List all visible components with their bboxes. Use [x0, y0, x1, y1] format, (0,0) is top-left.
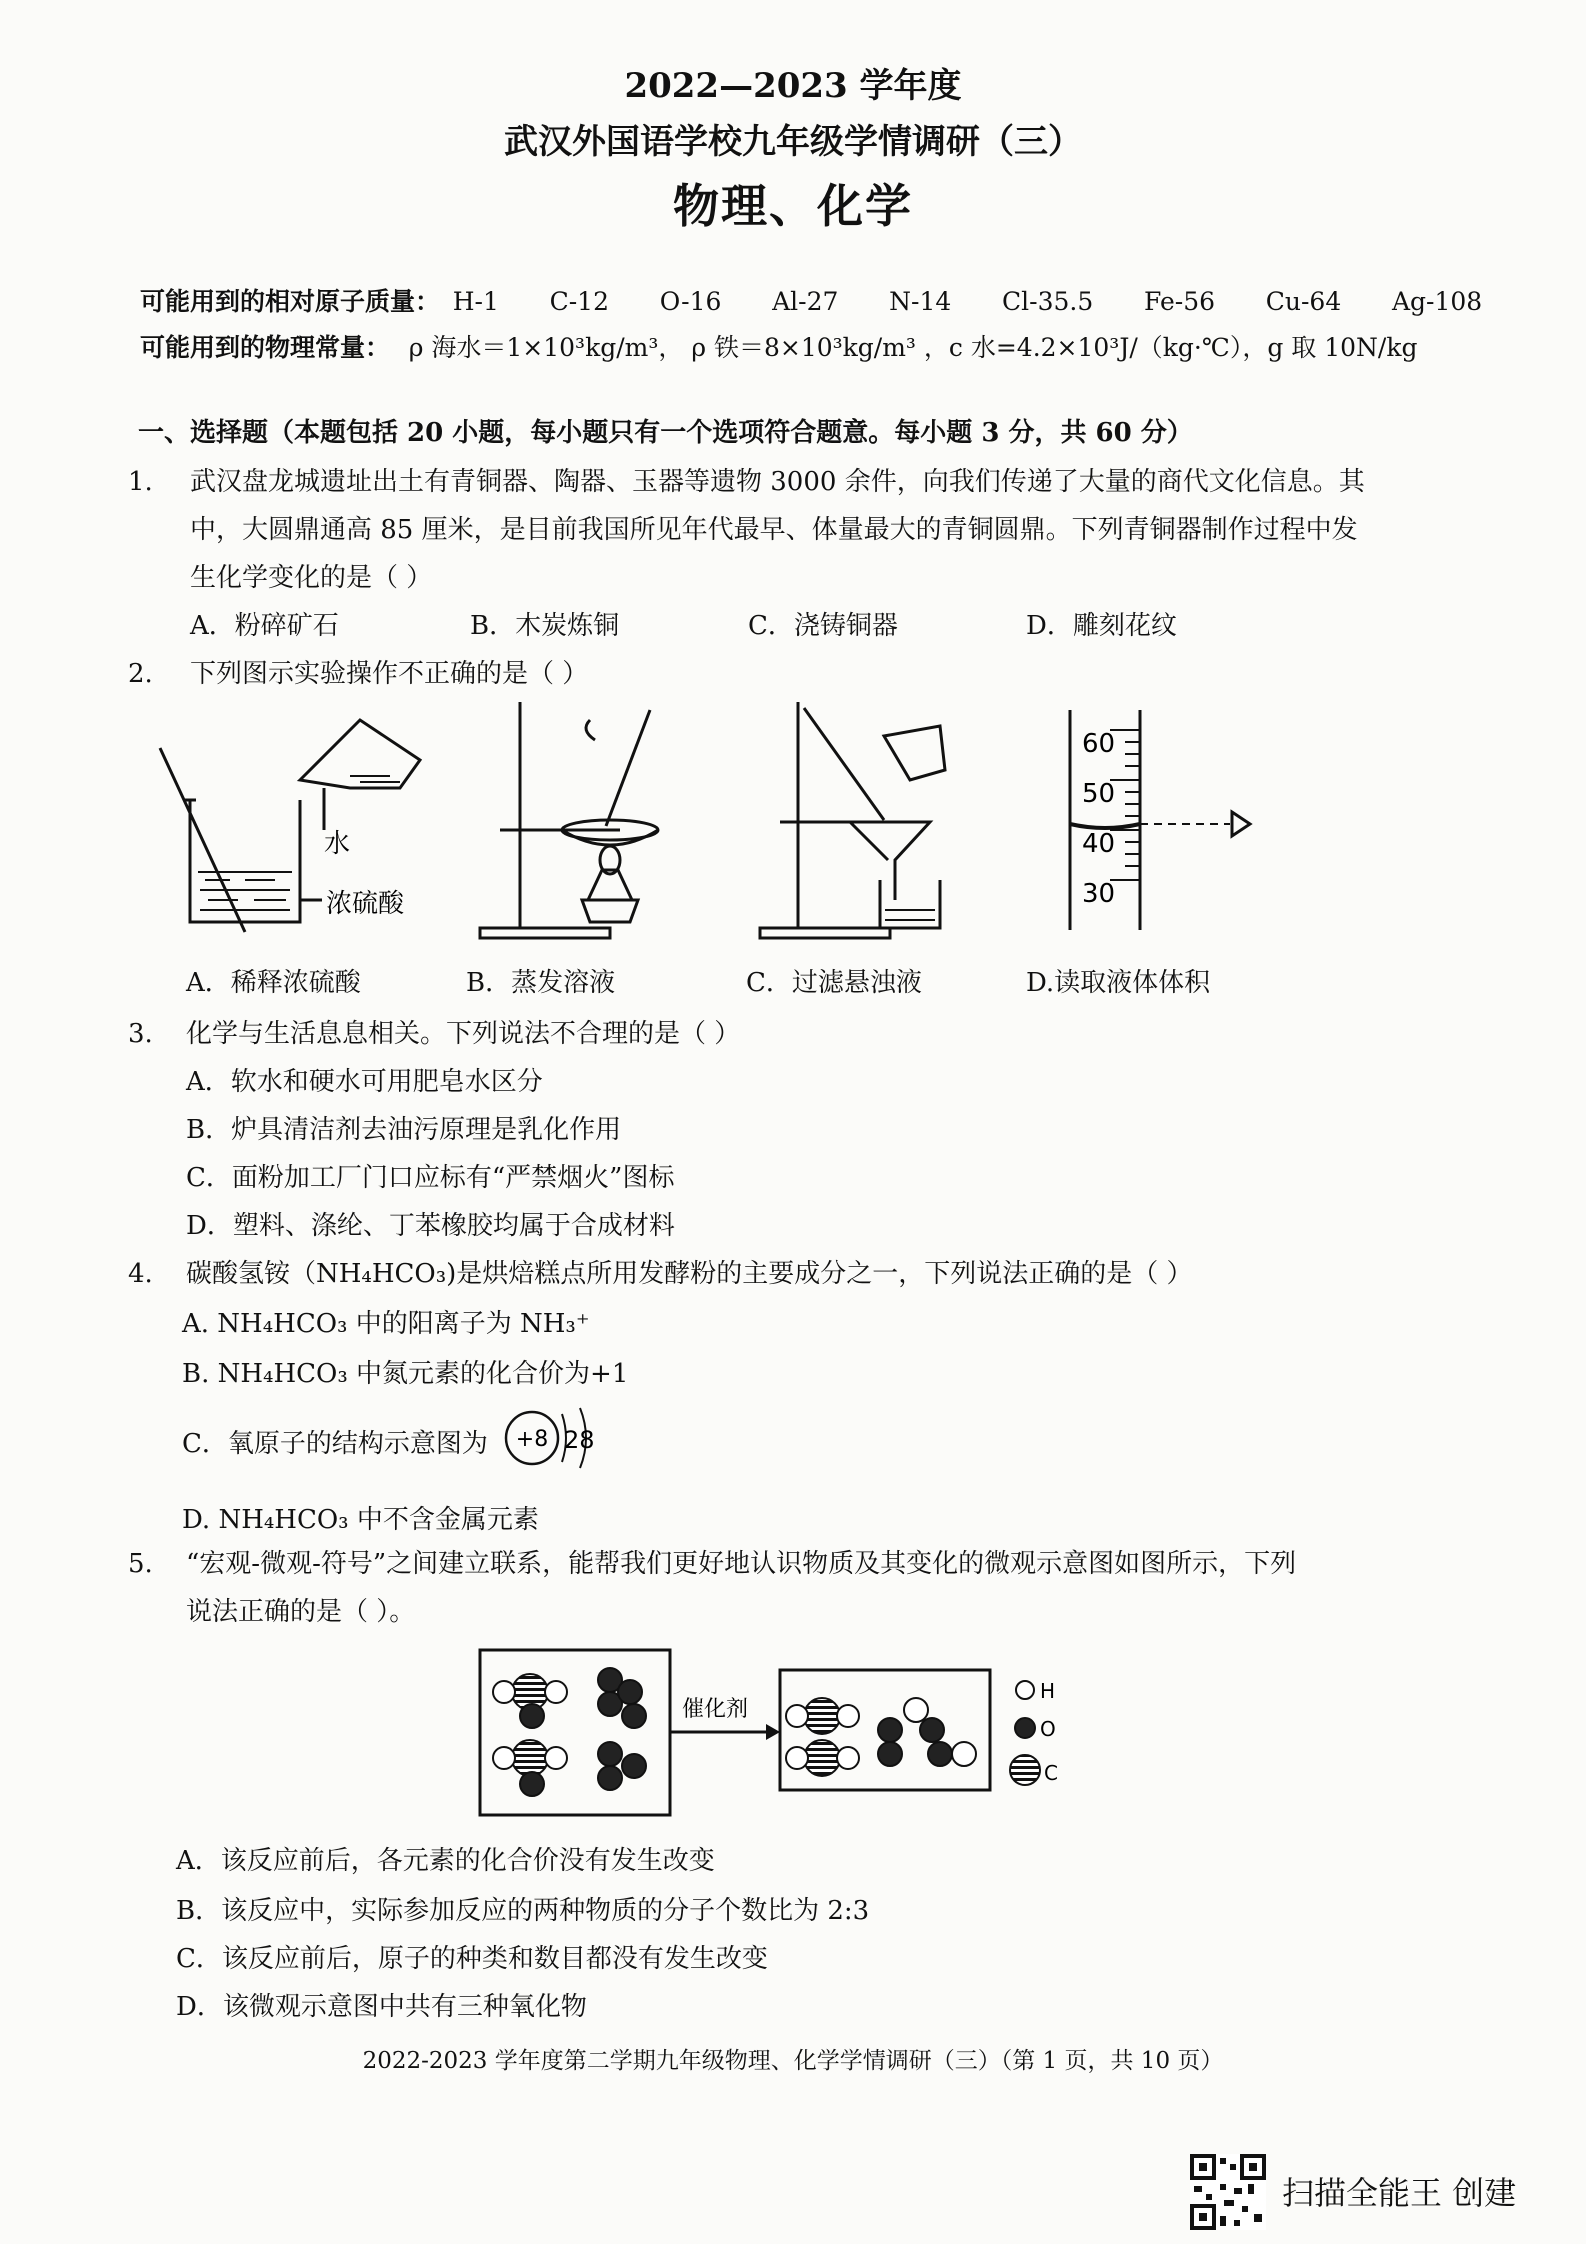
svg-text:O: O [1040, 1717, 1056, 1741]
q5-reaction-diagram [470, 1640, 1090, 1820]
q4-option-b[interactable]: B. NH₄HCO₃ 中氮元素的化合价为+1 [182, 1359, 629, 1389]
q5-option-c[interactable]: C．该反应前后，原子的种类和数目都没有发生改变 [176, 1944, 768, 1974]
exam-year: 2022—2023 学年度 [624, 66, 962, 106]
section-heading: 一、选择题（本题包括 20 小题，每小题只有一个选项符合题意。每小题 3 分，共 60 分） [138, 418, 1193, 448]
tick-30: 30 [1082, 879, 1116, 909]
q3-option-b[interactable]: B．炉具清洁剂去油污原理是乳化作用 [186, 1115, 622, 1145]
q3-option-d[interactable]: D．塑料、涤纶、丁苯橡胶均属于合成材料 [186, 1211, 675, 1241]
q5-option-b[interactable]: B．该反应中，实际参加反应的两种物质的分子个数比为 2:3 [176, 1896, 870, 1926]
tick-50: 50 [1082, 779, 1116, 809]
fig-b-evaporation [480, 702, 658, 938]
svg-text:C: C [1044, 1761, 1058, 1785]
q1-option-d[interactable]: D．雕刻花纹 [1026, 611, 1177, 641]
q4-option-d[interactable]: D. NH₄HCO₃ 中不含金属元素 [182, 1505, 539, 1535]
q4-option-a[interactable]: A. NH₄HCO₃ 中的阳离子为 NH₃⁺ [182, 1309, 590, 1339]
q4-option-c[interactable]: C．氧原子的结构示意图为 [182, 1429, 488, 1459]
q5-option-a[interactable]: A．该反应前后，各元素的化合价没有发生改变 [176, 1846, 715, 1876]
q2-option-c[interactable]: C．过滤悬浊液 [746, 968, 922, 998]
q3-option-a[interactable]: A．软水和硬水可用肥皂水区分 [186, 1067, 543, 1097]
physical-constants-line: 可能用到的物理常量： ρ 海水＝1×10³kg/m³， ρ 铁＝8×10³kg/m³ ，c 水=4.2×10³J/（kg·℃），g 取 10N/kg [140, 333, 1418, 362]
svg-text:H: H [1040, 1679, 1056, 1703]
q2-option-d[interactable]: D.读取液体体积 [1026, 968, 1211, 998]
qr-code-icon [1190, 2154, 1266, 2230]
scanner-watermark: 扫描全能王 创建 [1282, 2174, 1517, 2212]
q1-option-a[interactable]: A．粉碎矿石 [190, 611, 339, 641]
q2-option-b[interactable]: B．蒸发溶液 [466, 968, 616, 998]
exam-subject: 物理、化学 [673, 179, 913, 233]
label-acid: 浓硫酸 [326, 889, 405, 919]
oxygen-atom-diagram [500, 1400, 610, 1480]
q5-option-d[interactable]: D．该微观示意图中共有三种氧化物 [176, 1992, 587, 2022]
tick-40: 40 [1082, 829, 1116, 859]
page-footer: 2022-2023 学年度第二学期九年级物理、化学学情调研（三）（第 1 页，共 10 页） [362, 2048, 1224, 2074]
q1-option-c[interactable]: C．浇铸铜器 [748, 611, 898, 641]
label-water: 水 [324, 829, 351, 859]
svg-text:+8: +8 [515, 1427, 549, 1452]
q2-option-a[interactable]: A．稀释浓硫酸 [186, 968, 361, 998]
fig-c-filtration [760, 702, 945, 938]
tick-60: 60 [1082, 729, 1116, 759]
q1-option-b[interactable]: B．木炭炼铜 [470, 611, 620, 641]
svg-text:28: 28 [564, 1426, 595, 1454]
q2-figures [150, 700, 1300, 950]
exam-school-title: 武汉外国语学校九年级学情调研（三） [504, 122, 1082, 162]
q3-option-c[interactable]: C．面粉加工厂门口应标有“严禁烟火”图标 [186, 1163, 675, 1193]
catalyst-label: 催化剂 [682, 1697, 749, 1722]
atomic-mass-line: 可能用到的相对原子质量： H-1 C-12 O-16 Al-27 N-14 Cl-35.5 Fe-56 Cu-64 Ag-108 [140, 287, 1483, 316]
